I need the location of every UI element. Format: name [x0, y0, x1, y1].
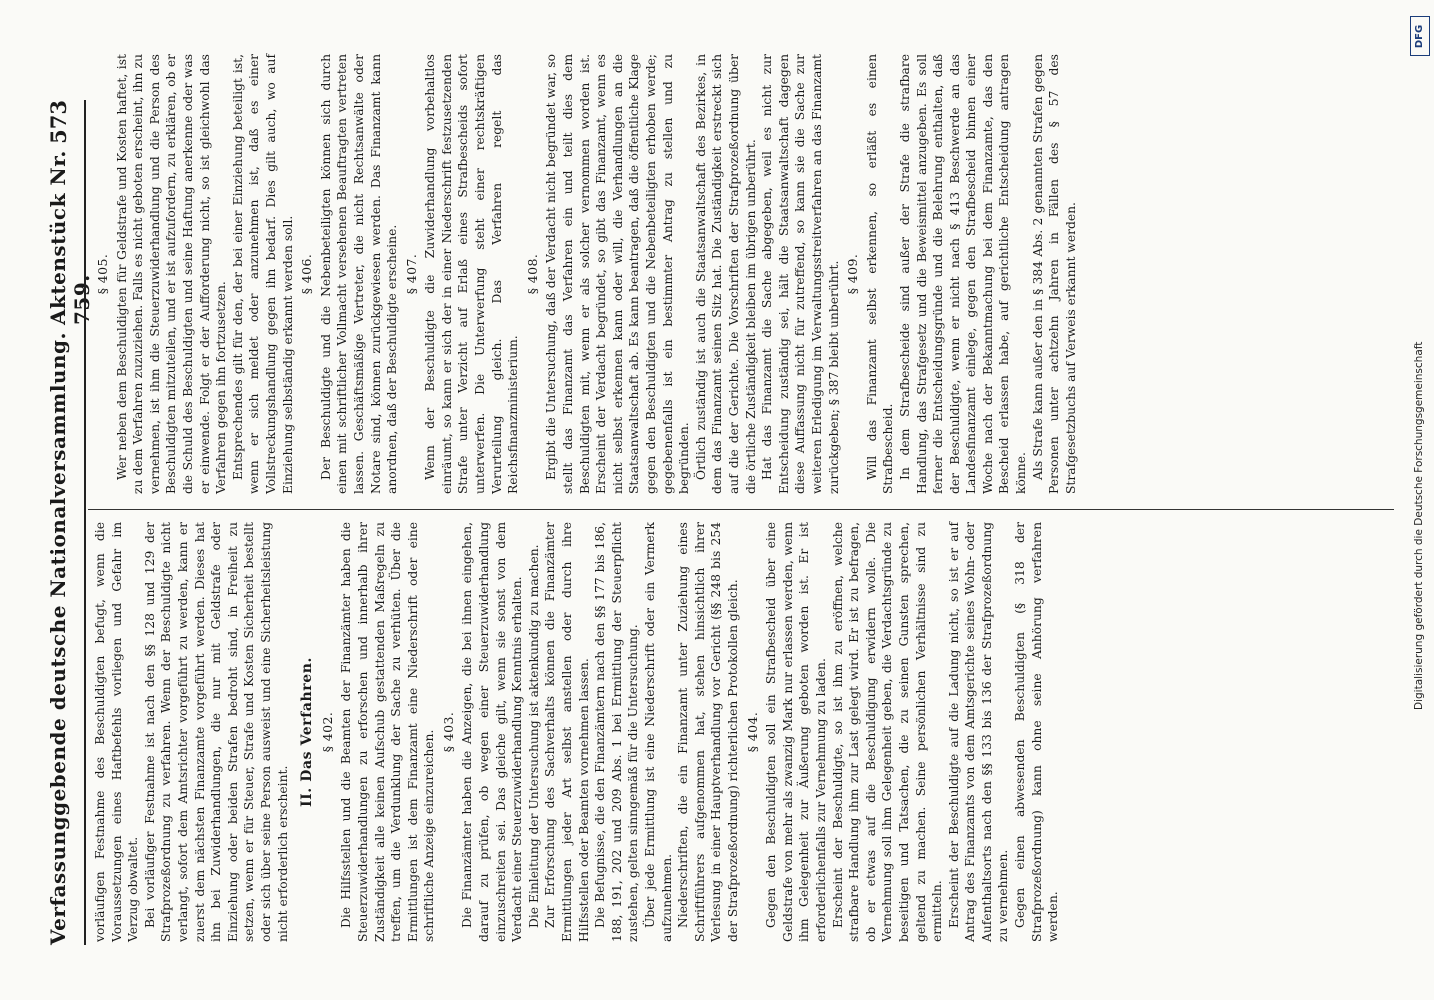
section-number: § 404. — [744, 711, 760, 753]
paragraph: Gegen einen abwesenden Beschuldigten (§ 318 der Strafprozeßordnung) kann ohne seine Anhörung verfahren werden. — [1013, 522, 1061, 942]
paragraph: In dem Strafbescheide sind außer der Strafe die strafbare Handlung, das Strafgesetz und die Beweismittel anzugeben. Es soll ferner die Entscheidungsgründe und die Belehrung enthalten, daß der Beschuldigte, wenn er nicht nach § 413 Beschwerde an das Landesfinanzamt einlege, gegen den Strafbescheid binnen einer Woche nach der Bekanntmachung bei dem Finanzamte, das den Bescheid erlassen habe, auf gerichtliche Entscheidung antragen könne. — [897, 54, 1029, 494]
paragraph: Hat das Finanzamt die Sache abgegeben, weil es nicht zur Entscheidung zuständig sei, hält die Staatsanwaltschaft dagegen diese Auffassung nicht für zutreffend, so kann sie die Sache zur weiteren Erledigung im Verwaltungsstreitverfahren an das Finanzamt zurückgeben; § 387 bleibt unberührt. — [760, 54, 841, 494]
page-number: 573 — [46, 100, 71, 144]
left-column — [92, 522, 1062, 942]
section-heading: II. Das Verfahren. — [299, 656, 316, 808]
paragraph: Die Hilfsstellen und die Beamten der Finanzämter haben die Steuerzuwiderhandlungen zu erforschen und innerhalb ihrer Zuständigkeit alle keinen Aufschub gestattenden Maßregeln zu treffen, um die Verdunklung der Sache zu verhüten. Über die Ermittlungen ist dem Finanzamt eine Niederschrift oder eine schriftliche Anzeige einzureichen. — [339, 522, 437, 942]
section-number: § 405. — [95, 253, 110, 295]
header-rule — [84, 100, 86, 945]
paragraph: vorläufigen Festnahme des Beschuldigten befugt, wenn die Voraussetzungen eines Haftbefehls vorliegen und Gefahr im Verzug obwaltet. — [93, 522, 141, 942]
paragraph: Wer neben dem Beschuldigten für Geldstrafe und Kosten haftet, ist zu dem Verfahren zuzuziehen. Falls es nicht geboten erscheint, ihn zu vernehmen, ist ihm die Steuerzuwiderhandlung und die Person des Beschuldigten mitzuteilen, und er ist aufzufordern, zu erklären, ob er die Schuld des Beschuldigten und seine Haftung anerkenne oder was er einwende. Folgt er der Aufforderung nicht, so ist gleichwohl das Verfahren gegen ihn fortzusetzen. — [114, 54, 229, 494]
paragraph: Die Einleitung der Untersuchung ist aktenkundig zu machen. — [526, 544, 541, 928]
paragraph: Bei vorläufiger Festnahme ist nach den §§ 128 und 129 der Strafprozeßordnung zu verfahren. Wenn der Beschuldigte nicht verlangt, sofort dem Amtsrichter vorgeführt zu werden, kann er zuerst dem nächsten Finanzamte vorgeführt werden. Dieses hat ihn bei Zuwiderhandlungen, die nur mit Geldstrafe oder Einziehung oder beiden Strafen bedroht sind, in Freiheit zu setzen, wenn er für Steuer, Strafe und Kosten Sicherheit bestellt oder sich über seine Person ausweist und eine Sicherheitsleistung nicht erforderlich erscheint. — [142, 522, 290, 942]
paragraph: Wenn der Beschuldigte die Zuwiderhandlung vorbehaltlos einräumt, so kann er sich der in einer Niederschrift festzusetzenden Strafe unter Verzicht auf Erlaß eines Strafbescheids sofort unterwerfen. Die Unterwerfung steht einer rechtskräftigen Verurteilung gleich. Das Verfahren regelt das Reichsfinanzministerium. — [423, 54, 521, 494]
paragraph: Erscheint der Beschuldigte auf die Ladung nicht, so ist er auf Antrag des Finanzamts von dem Amtsgerichte seines Wohn- oder Aufenthaltsorts nach den §§ 133 bis 136 der Strafprozeßordnung zu vernehmen. — [946, 522, 1011, 942]
paragraph: Gegen den Beschuldigten soll ein Strafbescheid über eine Geldstrafe von mehr als zwanzig Mark nur erlassen werden, wenn ihm Gelegenheit zur Äußerung geboten worden ist. Er ist erforderlichenfalls zur Vernehmung zu laden. — [764, 522, 828, 942]
document-page — [0, 40, 1434, 1000]
section-number: § 403. — [440, 711, 456, 753]
paragraph: Entsprechendes gilt für den, der bei einer Einziehung beteiligt ist, wenn er sich meldet oder anzunehmen ist, daß es einer Vollstreckungshandlung gegen ihn bedarf. Dies gilt auch, wo auf Einziehung selbständig erkannt werden soll. — [230, 54, 295, 494]
header-aktenstueck: Aktenstück Nr. 759. — [46, 150, 94, 325]
paragraph: Niederschriften, die ein Finanzamt unter Zuziehung eines Schriftführers aufgenommen hat, stehen hinsichtlich ihrer Verlesung in einer Hauptverhandlung vor Gericht (§§ 248 bis 254 der Strafprozeßordnung) richterlichen Protokollen gleich. — [676, 522, 740, 942]
paragraph: Will das Finanzamt selbst erkennen, so erläßt es einen Strafbescheid. — [864, 54, 896, 494]
paragraph: Zur Erforschung des Sachverhalts können die Finanzämter Ermittlungen jeder Art selbst anstellen oder durch ihre Hilfsstellen oder Beamten vornehmen lassen. — [543, 522, 591, 942]
header-title: Verfassunggebende deutsche Nationalversammlung. — [46, 332, 70, 945]
digitization-note: Digitalisierung gefördert durch die Deutsche Forschungsgemeinschaft — [1413, 341, 1425, 710]
paragraph: Die Finanzämter haben die Anzeigen, die bei ihnen eingehen, darauf zu prüfen, ob wegen einer Steuerzuwiderhandlung einzuschreiten sei. Das gleiche gilt, wenn sie sonst von dem Verdacht einer Steuerzuwiderhandlung Kenntnis erhalten. — [460, 522, 525, 942]
dfg-logo-text: DFG — [1414, 24, 1426, 48]
section-number: § 408. — [524, 253, 540, 295]
page-header — [46, 100, 94, 945]
paragraph: Ergibt die Untersuchung, daß der Verdacht nicht begründet war, so stellt das Finanzamt das Verfahren ein und teilt dies dem Beschuldigten mit, wenn er als solcher vernommen worden ist. Erscheint der Verdacht begründet, so gibt das Finanzamt, wenn es nicht selbst erkennen kann oder will, die Verhandlungen an die Staatsanwaltschaft ab. Es kann beantragen, daß die öffentliche Klage gegen den Beschuldigten und die Nebenbeteiligten erhoben werde; gegebenenfalls ist ein bestimmter Antrag zu stellen und zu begründen. — [544, 54, 692, 494]
digitization-margin — [1408, 10, 1430, 990]
paragraph: Erscheint der Beschuldigte, so ist ihm zu eröffnen, welche strafbare Handlung ihm zur Last gelegt wird. Er ist zu befragen, ob er etwas auf die Beschuldigung erwidern wolle. Die Vernehmung soll ihm Gelegenheit geben, die Verdachtsgründe zu beseitigen und Tatsachen, die zu seinen Gunsten sprechen, geltend zu machen. Seine persönlichen Verhältnisse sind zu ermitteln. — [830, 522, 945, 942]
paragraph: Die Befugnisse, die den Finanzämtern nach den §§ 177 bis 186, 188, 191, 202 und 209 Abs. 1 bei Ermittlung der Steuerpflicht zustehen, gelten sinngemäß für die Untersuchung. — [593, 522, 641, 942]
paragraph: Der Beschuldigte und die Nebenbeteiligten können sich durch einen mit schriftlicher Vollmacht versehenen Beauftragten vertreten lassen. Geschäftsmäßige Vertreter, die nicht Rechtsanwälte oder Notare sind, können zurückgewiesen werden. Das Finanzamt kann anordnen, daß der Beschuldigte erscheine. — [318, 54, 400, 494]
column-divider — [88, 509, 1394, 510]
section-number: § 407. — [403, 253, 419, 295]
right-column — [92, 54, 1079, 494]
paragraph: Über jede Ermittlung ist eine Niederschrift oder ein Vermerk aufzunehmen. — [643, 522, 674, 942]
paragraph: Als Strafe kann außer den in § 384 Abs. 2 genannten Strafen gegen Personen unter achtzehn Jahren in Fällen des § 57 des Strafgesetzbuchs auf Verweis erkannt werden. — [1030, 54, 1078, 494]
paragraph: Örtlich zuständig ist auch die Staatsanwaltschaft des Bezirkes, in dem das Finanzamt seinen Sitz hat. Die Zuständigkeit erstreckt sich auf die der Gerichte. Die Vorschriften der Strafprozeßordnung über die örtliche Zuständigkeit bleiben im übrigen unberührt. — [693, 54, 758, 494]
section-number: § 402. — [319, 711, 335, 753]
section-number: § 406. — [299, 253, 315, 295]
section-number: § 409. — [845, 253, 861, 295]
